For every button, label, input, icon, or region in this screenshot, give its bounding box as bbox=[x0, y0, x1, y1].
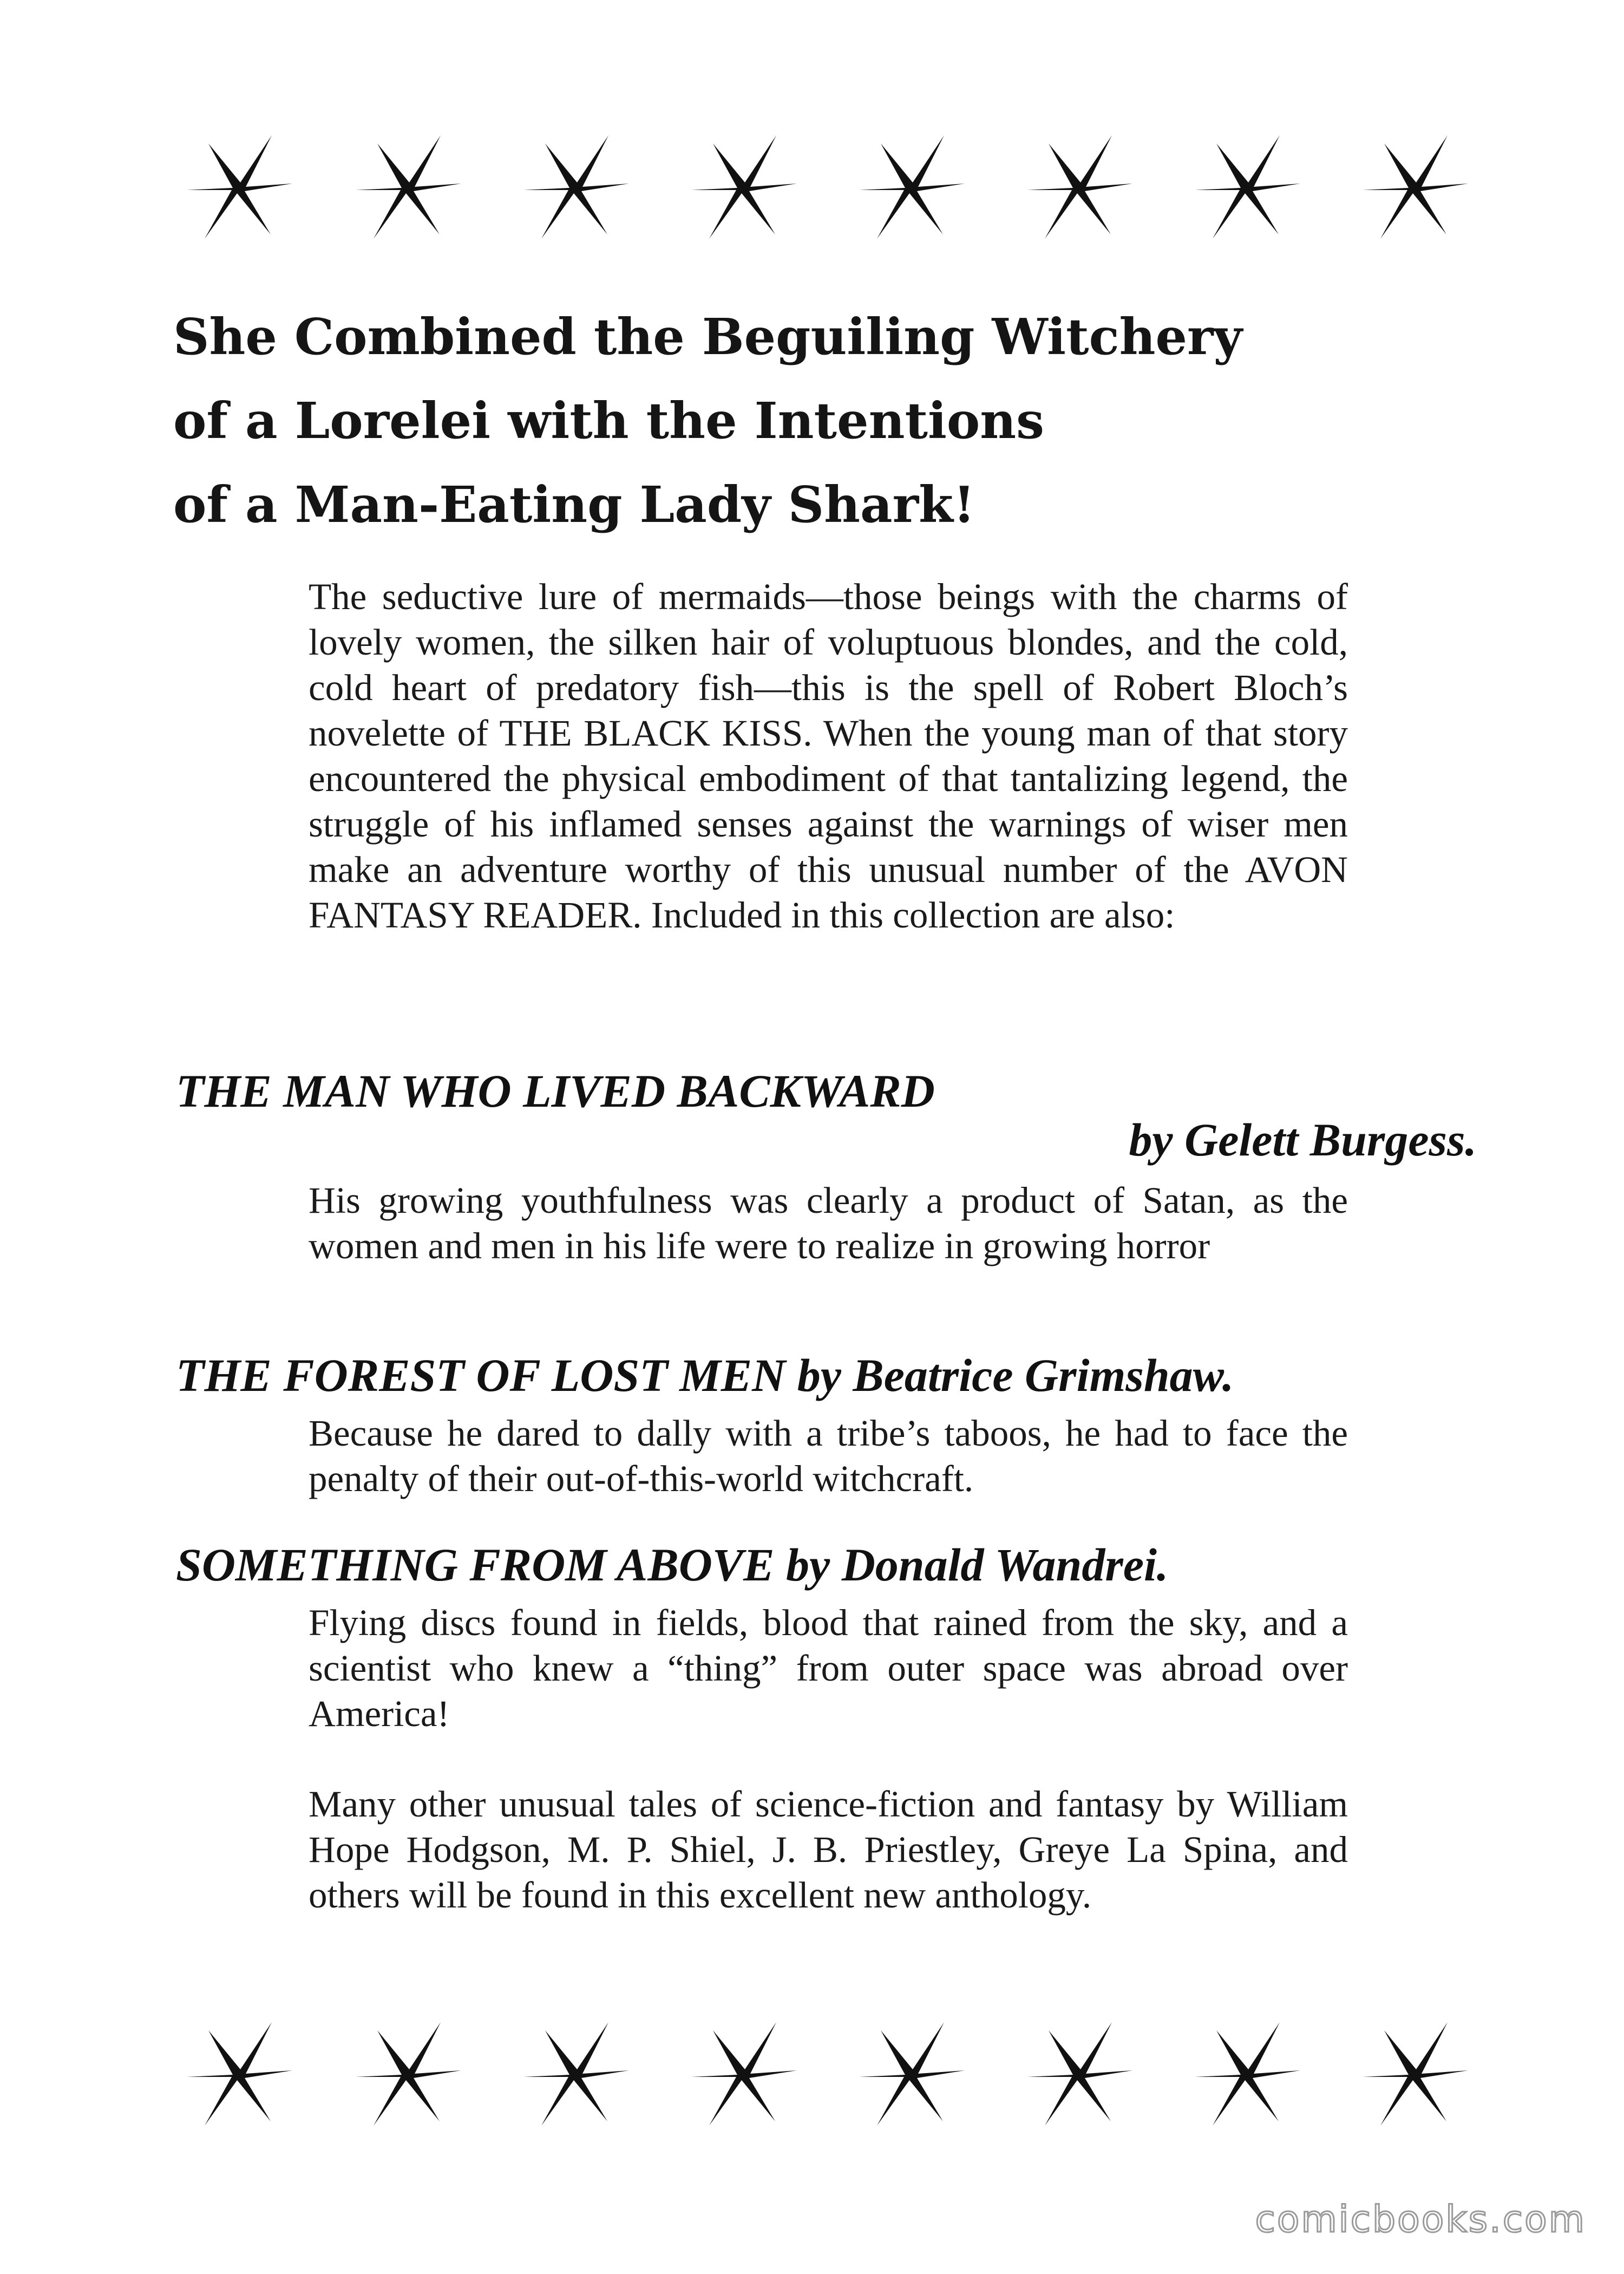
site-watermark: comicbooks.com bbox=[1255, 2198, 1586, 2241]
headline bbox=[173, 295, 1527, 547]
story-title-man-who-lived-backward: THE MAN WHO LIVED BACKWARD bbox=[176, 1065, 935, 1117]
headline-line-3: of a Man-Eating Lady Shark! bbox=[173, 475, 975, 534]
bottom-star-row-svg bbox=[0, 2020, 1624, 2128]
star-icon bbox=[859, 135, 965, 239]
star-icon bbox=[187, 135, 292, 239]
story-author-gelett-burgess: by Gelett Burgess. bbox=[1129, 1114, 1477, 1166]
story-description-man-who-lived-backward: His growing youthfulness was clearly a product of Satan, as the women and men in his life were to realize in growing horror bbox=[309, 1180, 1348, 1266]
star-icon bbox=[1027, 2022, 1132, 2126]
closing-paragraph: Many other unusual tales of science-fiction and fantasy by William Hope Hodgson, M. P. Shiel, J. B. Priestley, Greye La Spina, and others will be found in this excellent new anthology. bbox=[309, 1783, 1348, 1916]
star-icon bbox=[691, 2022, 797, 2126]
story-description-forest-of-lost-men: Because he dared to dally with a tribe’s taboos, he had to face the penalty of their out-of-this-world witchcraft. bbox=[309, 1413, 1348, 1499]
story-description-something-from-above: Flying discs found in fields, blood that rained from the sky, and a scientist who knew a “thing” from outer space was abroad over America! bbox=[309, 1602, 1348, 1734]
star-icon bbox=[1027, 135, 1132, 239]
star-icon bbox=[1363, 135, 1468, 239]
star-icon bbox=[691, 135, 797, 239]
star-icon bbox=[523, 135, 629, 239]
headline-line-1: She Combined the Beguiling Witchery bbox=[173, 308, 1242, 366]
story-title-something-from-above: SOMETHING FROM ABOVE by Donald Wandrei. bbox=[176, 1539, 1169, 1591]
top-star-row-svg bbox=[0, 133, 1624, 241]
star-icon bbox=[356, 135, 461, 239]
star-icon bbox=[1363, 2022, 1468, 2126]
top-star-border bbox=[0, 133, 1624, 241]
star-icon bbox=[187, 2022, 292, 2126]
star-icon bbox=[1195, 2022, 1300, 2126]
star-icon bbox=[1195, 135, 1300, 239]
star-icon bbox=[356, 2022, 461, 2126]
bottom-star-border bbox=[0, 2020, 1624, 2128]
headline-line-2: of a Lorelei with the Intentions bbox=[173, 391, 1044, 450]
star-icon bbox=[523, 2022, 629, 2126]
intro-paragraph: The seductive lure of mermaids—those beings with the charms of lovely women, the silken hair of voluptuous blondes, and the cold, cold heart of predatory fish—this is the spell of Robert Bloch’s novelette of THE BLACK KISS. When the young man of that story encountered the physical embodiment of that tantalizing legend, the struggle of his inflamed senses against the warnings of wiser men make an adventure worthy of this unusual number of the AVON FANTASY READER. Included in this collection are also: bbox=[309, 576, 1348, 936]
story-title-forest-of-lost-men: THE FOREST OF LOST MEN by Beatrice Grimshaw. bbox=[176, 1349, 1234, 1401]
star-icon bbox=[859, 2022, 965, 2126]
